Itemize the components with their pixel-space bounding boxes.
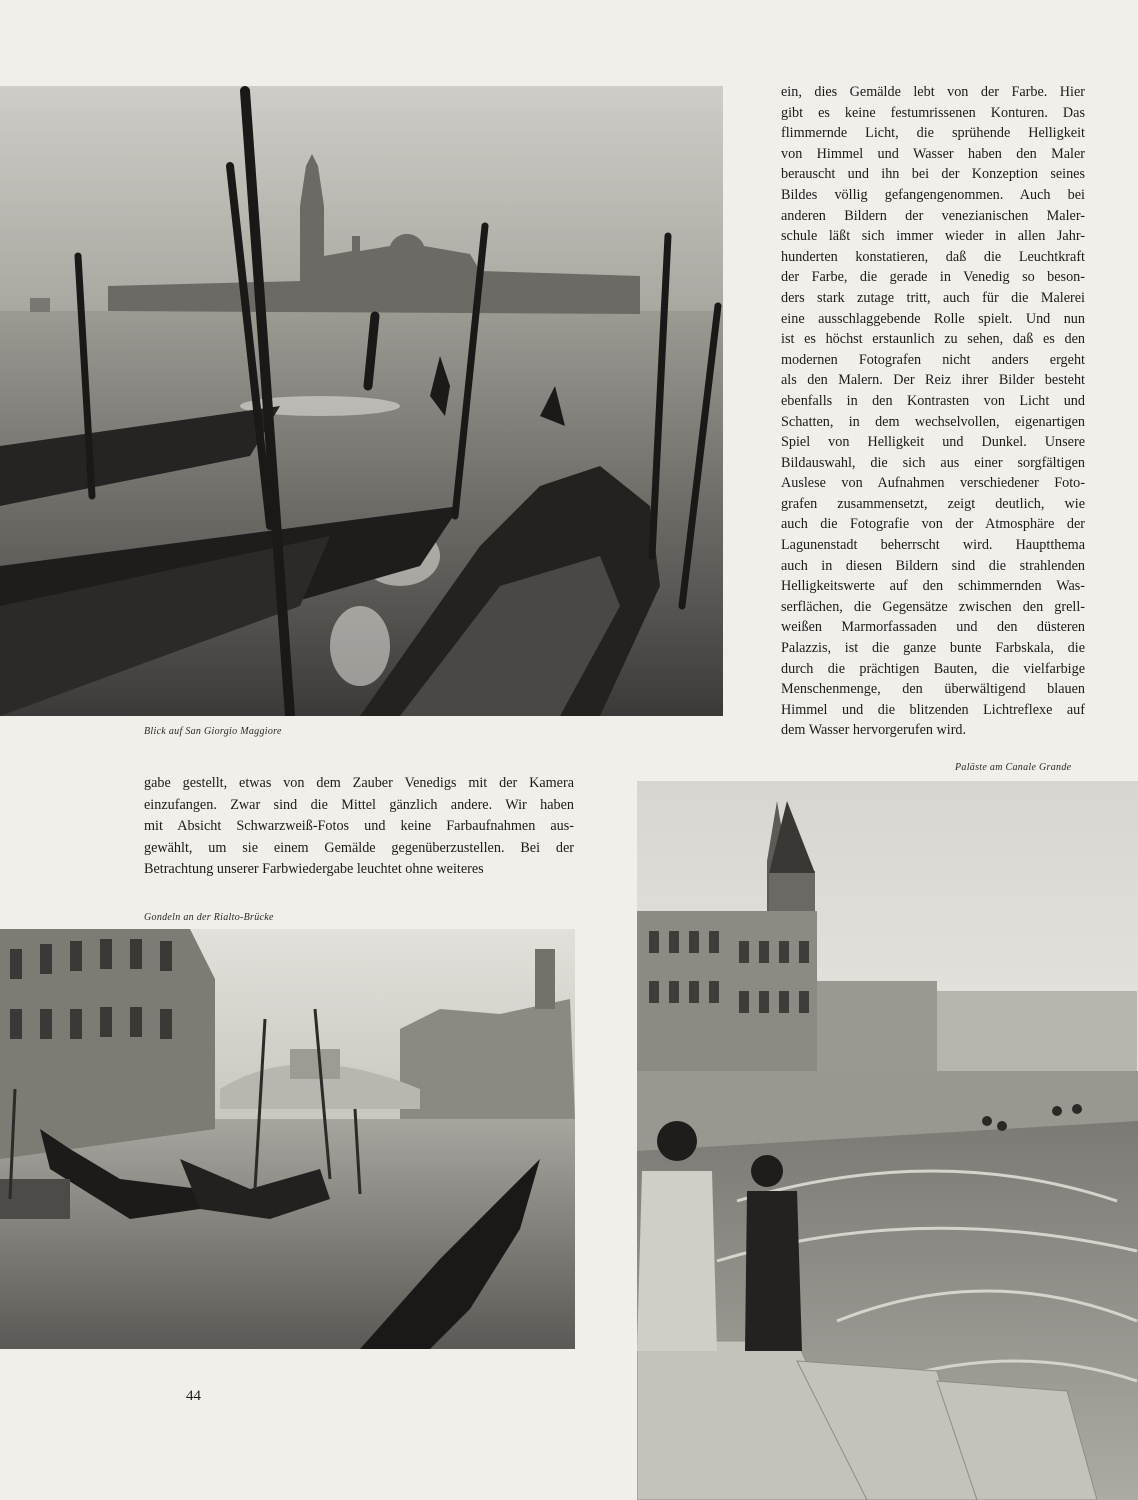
body-text-right-line: Auslese von Aufnahmen verschiedener Foto-	[781, 475, 1085, 492]
page-number: 44	[186, 1388, 201, 1404]
caption-san-giorgio: Blick auf San Giorgio Maggiore	[144, 726, 282, 737]
body-text-right-line: dem Wasser hervorgerufen wird.	[781, 722, 967, 739]
body-text-bottom-line: einzufangen. Zwar sind die Mittel gänzlich andere. Wir haben	[144, 796, 574, 813]
body-text-right-line: serflächen, die Gegensätze zwischen den grell-	[781, 598, 1085, 615]
body-text-right-line: grafen zusammensetzt, zeigt deutlich, wie	[781, 495, 1085, 512]
rialto-image	[0, 929, 575, 1349]
body-text-bottom-line: Betrachtung unserer Farbwiedergabe leuchtet ohne weiteres	[144, 861, 484, 877]
body-text-right-line: ein, dies Gemälde lebt von der Farbe. Hier	[781, 84, 1085, 100]
photo-san-giorgio	[0, 86, 723, 716]
caption-canale-grande: Paläste am Canale Grande	[955, 762, 1072, 773]
body-text-right-line: Bildauswahl, die sich aus einer sorgfältigen	[781, 454, 1085, 471]
body-text-bottom-line: gabe gestellt, etwas von dem Zauber Venedigs mit der Kamera	[144, 775, 574, 791]
body-text-right-line: Lagunenstadt beherrscht wird. Hauptthema	[781, 537, 1085, 554]
body-text-right-line: berauscht und ihn bei der Konzeption seines	[781, 166, 1085, 183]
photo-canale-grande	[637, 781, 1138, 1500]
body-text-right-line: auch in diesen Bildern sind die strahlenden	[781, 557, 1085, 574]
body-text-right-line: ders stark zutage tritt, auch für die Malerei	[781, 289, 1085, 306]
body-text-right-line: schule läßt sich immer wieder in allen Jahr-	[781, 228, 1085, 245]
body-text-right-line: auch die Fotografie von der Atmosphäre der	[781, 516, 1085, 533]
body-text-right-line: der Farbe, die gerade in Venedig so beson-	[781, 269, 1085, 286]
body-text-right-line: anderen Bildern der venezianischen Maler-	[781, 207, 1085, 224]
body-text-right-line: Palazzis, ist die ganze bunte Farbskala, die	[781, 640, 1085, 657]
body-text-bottom-line: mit Absicht Schwarzweiß-Fotos und keine Farbaufnahmen aus-	[144, 818, 574, 834]
body-text-right-line: ist es höchst erstaunlich zu sehen, daß es den	[781, 331, 1085, 348]
body-text-right-line: ebenfalls in den Kontrasten von Licht und	[781, 392, 1085, 409]
body-text-right-line: Schatten, in dem wechselvollen, eigenartigen	[781, 413, 1085, 430]
body-text-right-line: eine ausschlaggebende Rolle spielt. Und nun	[781, 310, 1085, 327]
text-column-right	[781, 82, 1085, 741]
body-text-right-line: Bildes völlig gefangengenommen. Auch bei	[781, 186, 1085, 203]
body-text-right-line: von Himmel und Wasser haben den Maler	[781, 145, 1085, 162]
body-text-right-line: Menschenmenge, den überwältigend blauen	[781, 681, 1085, 698]
text-column-bottom	[144, 773, 574, 881]
body-text-bottom-line: gewählt, um sie einem Gemälde gegenüberzustellen. Bei der	[144, 839, 574, 856]
body-text-right-line: modernen Fotografen nicht anders ergeht	[781, 351, 1085, 368]
body-text-right-line: gibt es keine festumrissenen Konturen. Das	[781, 104, 1085, 121]
body-text-right-line: Helligkeitswerte auf den schimmernden Was-	[781, 578, 1085, 595]
body-text-right-line: weißen Marmorfassaden und den düsteren	[781, 619, 1085, 636]
body-text-right-line: durch die prächtigen Bauten, die vielfarbige	[781, 660, 1085, 677]
body-text-right-line: flimmernde Licht, die sprühende Helligkeit	[781, 125, 1085, 142]
photo-rialto	[0, 929, 575, 1349]
caption-rialto: Gondeln an der Rialto-Brücke	[144, 912, 274, 923]
body-text-right-line: Himmel und die blitzenden Lichtreflexe auf	[781, 701, 1085, 718]
body-text-right-line: Spiel von Helligkeit und Dunkel. Unsere	[781, 434, 1085, 451]
canale-grande-image	[637, 781, 1138, 1500]
body-text-right-line: hunderten konstatieren, daß die Leuchtkraft	[781, 248, 1085, 265]
san-giorgio-image	[0, 86, 723, 716]
body-text-right-line: als den Malern. Der Reiz ihrer Bilder besteht	[781, 372, 1085, 389]
